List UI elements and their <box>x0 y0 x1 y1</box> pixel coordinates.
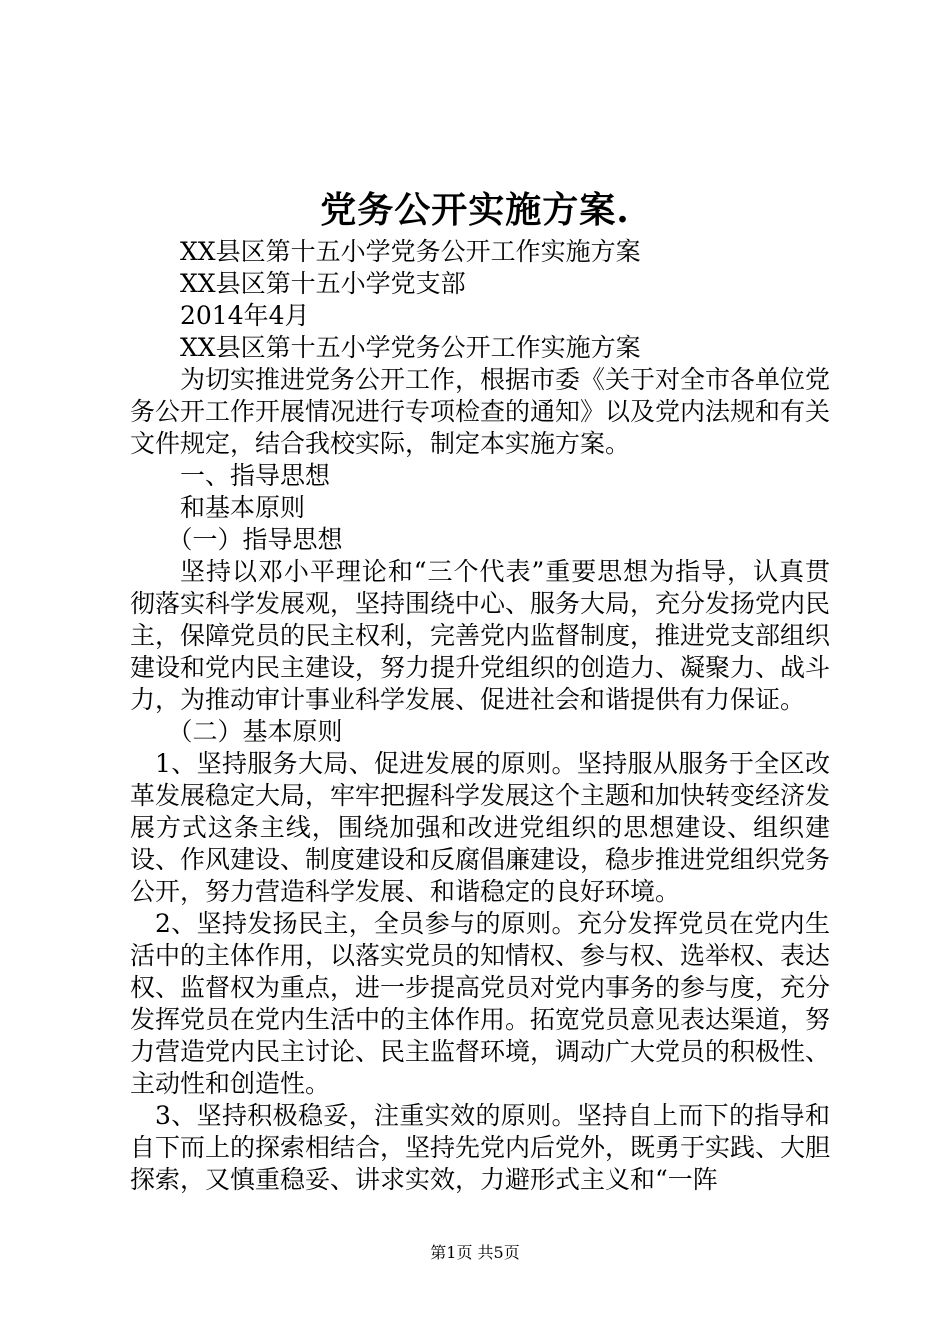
document-body <box>130 236 830 1196</box>
doc-issuer-line: XX县区第十五小学党支部 <box>180 269 466 298</box>
page-footer: 第1页 共5页 <box>430 1243 520 1262</box>
section-heading-continued: 和基本原则 <box>180 493 306 522</box>
subsection-heading: （二）基本原则 <box>167 717 343 746</box>
section-heading: 一、指导思想 <box>180 461 331 490</box>
doc-paragraph: 3、坚持积极稳妥，注重实效的原则。坚持自上而下的指导和自下而上的探索相结合，坚持先党内后党外，既勇于实践、大胆探索，又慎重稳妥、讲求实效，力避形式主义和“一阵 <box>130 1101 831 1194</box>
doc-date-line: 2014年4月 <box>180 301 310 330</box>
document-title: 党务公开实施方案. <box>320 189 630 231</box>
doc-heading-line: XX县区第十五小学党务公开工作实施方案 <box>180 237 641 266</box>
doc-subtitle-line: XX县区第十五小学党务公开工作实施方案 <box>180 333 641 362</box>
doc-paragraph: 为切实推进党务公开工作，根据市委《关于对全市各单位党务公开工作开展情况进行专项检查的通知》以及党内法规和有关文件规定，结合我校实际，制定本实施方案。 <box>130 365 831 458</box>
doc-paragraph: 1、坚持服务大局、促进发展的原则。坚持服从服务于全区改革发展稳定大局，牢牢把握科学发展这个主题和加快转变经济发展方式这条主线，围绕加强和改进党组织的思想建设、组织建设、作风建设、制度建设和反腐倡廉建设，稳步推进党组织党务公开，努力营造科学发展、和谐稳定的良好环境。 <box>130 749 831 906</box>
doc-paragraph: 2、坚持发扬民主，全员参与的原则。充分发挥党员在党内生活中的主体作用，以落实党员的知情权、参与权、选举权、表达权、监督权为重点，进一步提高党员对党内事务的参与度，充分发挥党员在党内生活中的主体作用。拓宽党员意见表达渠道，努力营造党内民主讨论、民主监督环境，调动广大党员的积极性、主动性和创造性。 <box>130 909 831 1098</box>
subsection-heading: （一）指导思想 <box>167 525 343 554</box>
doc-paragraph: 坚持以邓小平理论和“三个代表”重要思想为指导，认真贯彻落实科学发展观，坚持围绕中心、服务大局，充分发扬党内民主，保障党员的民主权利，完善党内监督制度，推进党支部组织建设和党内民主建设，努力提升党组织的创造力、凝聚力、战斗力，为推动审计事业科学发展、促进社会和谐提供有力保证。 <box>130 557 831 714</box>
